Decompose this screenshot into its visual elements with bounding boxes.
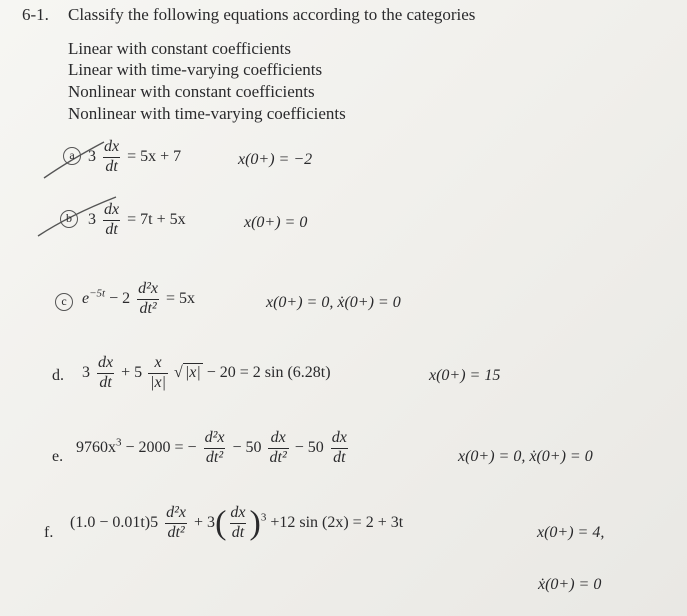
fraction-e1-num: d²x	[204, 429, 225, 446]
fraction-f1	[164, 505, 188, 542]
initial-condition-a: x(0+) = −2	[238, 151, 313, 168]
fraction-a	[102, 139, 121, 176]
fraction-c-den: dt²	[139, 299, 157, 317]
fraction-e3-num: dx	[331, 429, 347, 446]
initial-condition-c: x(0+) = 0, ẋ(0+) = 0	[266, 294, 401, 311]
fraction-c	[136, 281, 160, 318]
initial-condition-f2: ẋ(0+) = 0	[538, 576, 602, 593]
coef-d: 3	[82, 363, 90, 381]
equation-b	[88, 202, 186, 239]
fraction-f2	[228, 505, 247, 542]
fraction-d1	[96, 355, 115, 392]
equation-c	[82, 281, 195, 318]
exponent-f: 3	[260, 511, 267, 524]
fraction-d2-num: x	[154, 354, 162, 371]
circle-mark-a: a	[63, 147, 81, 165]
initial-condition-e: x(0+) = 0, ẋ(0+) = 0	[458, 448, 593, 465]
fraction-e3-den: dt	[333, 448, 346, 466]
coef-a: 3	[88, 147, 96, 165]
problem-number: 6-1.	[22, 5, 49, 24]
fraction-f2-den: dt	[231, 523, 245, 541]
left-paren-f: (	[215, 504, 227, 542]
right-paren-f: )	[249, 504, 261, 542]
category-2: Linear with time-varying coefficients	[68, 60, 323, 79]
fraction-f2-num: dx	[230, 504, 246, 521]
coef-b: 3	[88, 210, 96, 228]
equation-a	[88, 139, 181, 176]
fraction-e3	[330, 430, 349, 467]
fraction-a-num: dx	[104, 138, 120, 155]
label-d: d.	[52, 367, 64, 384]
fraction-f1-num: d²x	[166, 504, 187, 521]
exp-base-c: e	[82, 289, 90, 307]
term-f2: + 3	[194, 513, 216, 531]
fraction-a-den: dt	[105, 157, 118, 175]
label-f: f.	[44, 524, 54, 541]
equation-c-rhs: = 5x	[166, 289, 196, 307]
equation-d-rhs: − 20 = 2 sin (6.28t)	[206, 363, 331, 381]
term-e4: − 50	[294, 438, 324, 456]
fraction-e1-den: dt²	[205, 448, 224, 466]
equation-b-rhs: = 7t + 5x	[127, 210, 186, 228]
circle-mark-c: c	[55, 293, 73, 311]
term-e2: − 2000 = −	[125, 438, 197, 456]
exponent-c: −5t	[89, 287, 106, 300]
equation-e	[76, 430, 351, 467]
fraction-f1-den: dt²	[167, 523, 185, 541]
fraction-b-den: dt	[105, 220, 118, 238]
fraction-e2-num: dx	[270, 429, 286, 446]
category-4: Nonlinear with time-varying coefficients	[68, 104, 346, 123]
circle-mark-b: b	[60, 210, 78, 228]
fraction-d1-num: dx	[98, 354, 114, 371]
fraction-c-num: d²x	[138, 280, 159, 297]
term-c: − 2	[109, 289, 131, 307]
initial-condition-d: x(0+) = 15	[429, 367, 501, 384]
fraction-d1-den: dt	[99, 373, 112, 391]
initial-condition-b: x(0+) = 0	[244, 214, 308, 231]
fraction-e1	[203, 430, 227, 467]
equation-f-rhs: +12 sin (2x) = 2 + 3t	[270, 513, 404, 531]
fraction-e2	[268, 430, 289, 467]
term-f1: (1.0 − 0.01t)5	[70, 513, 159, 531]
fraction-e2-den: dt²	[269, 448, 287, 466]
fraction-d2-den: |x|	[150, 373, 167, 391]
sqrt-d: |x|	[184, 363, 201, 381]
initial-condition-f1: x(0+) = 4,	[537, 524, 605, 541]
equation-f	[70, 505, 403, 542]
term-d: + 5	[121, 363, 143, 381]
term-e3: − 50	[232, 438, 262, 456]
term-e1: 9760x	[76, 438, 116, 456]
fraction-d2	[148, 355, 168, 392]
category-1: Linear with constant coefficients	[68, 39, 291, 58]
equation-d	[82, 355, 331, 392]
sqrt-sign-d: √	[174, 363, 183, 381]
category-3: Nonlinear with constant coefficients	[68, 82, 315, 101]
fraction-b	[102, 202, 121, 239]
equation-a-rhs: = 5x + 7	[127, 147, 182, 165]
exponent-e: 3	[116, 436, 122, 449]
label-e: e.	[52, 448, 64, 465]
fraction-b-num: dx	[104, 201, 120, 218]
problem-prompt: Classify the following equations according to the categories	[68, 5, 476, 24]
